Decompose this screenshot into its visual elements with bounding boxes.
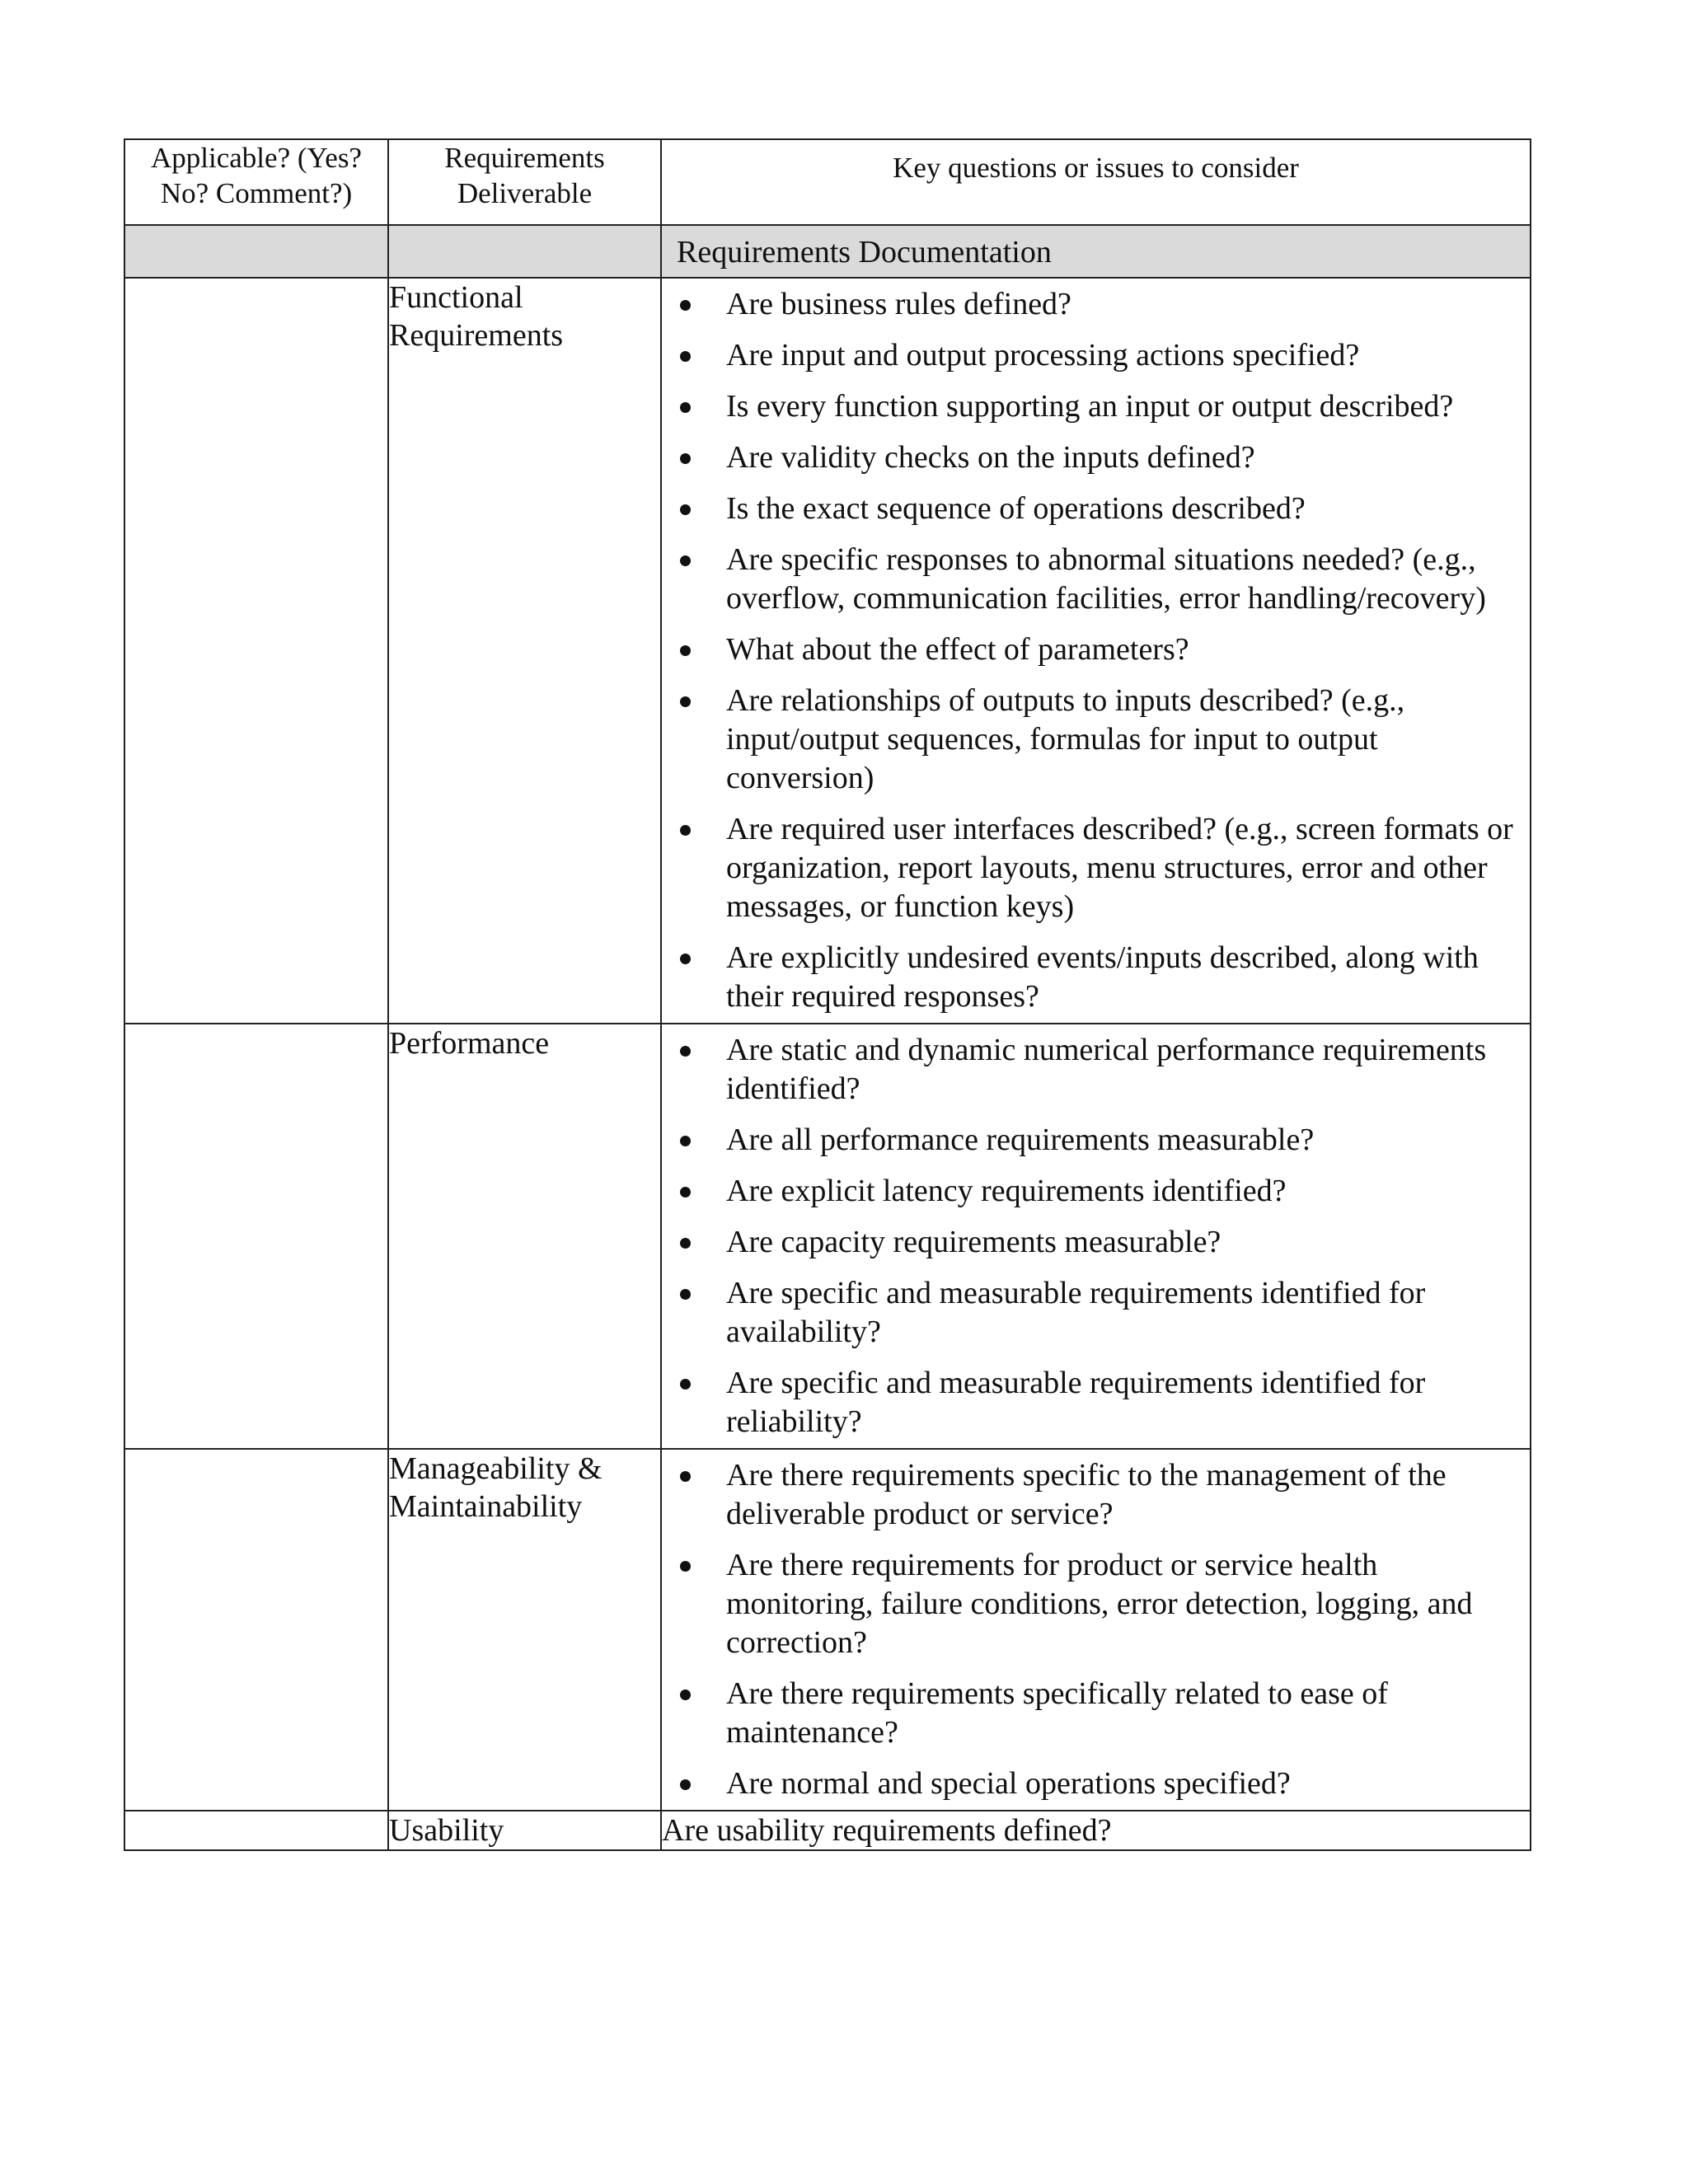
question-text: Are validity checks on the inputs defined? <box>726 440 1255 475</box>
question-list <box>662 1024 1530 1448</box>
question-list <box>662 279 1530 1023</box>
header-row <box>124 139 1531 225</box>
question-item <box>662 1121 1520 1160</box>
questions-cell <box>661 278 1531 1024</box>
question-text: Are specific responses to abnormal situations needed? (e.g., overflow, communication facilities, error handling/recovery) <box>726 542 1486 616</box>
deliverable-cell: Usability <box>388 1811 661 1850</box>
question-text: Are explicitly undesired events/inputs described, along with their required responses? <box>726 940 1479 1014</box>
deliverable-cell: Functional Requirements <box>388 278 661 1024</box>
section-applicable-cell <box>124 225 388 278</box>
bullet-icon <box>680 1238 691 1249</box>
bullet-icon <box>680 1046 691 1057</box>
header-applicable: Applicable? (Yes? No? Comment?) <box>124 139 388 225</box>
question-text: Are normal and special operations specified? <box>726 1766 1291 1801</box>
question-item <box>662 939 1520 1016</box>
question-item <box>662 1031 1520 1108</box>
question-item <box>662 810 1520 926</box>
question-item <box>662 1546 1520 1662</box>
question-text: Are business rules defined? <box>726 287 1071 321</box>
usability-question: Are usability requirements defined? <box>661 1811 1531 1850</box>
applicable-cell[interactable] <box>124 1811 388 1850</box>
bullet-icon <box>680 696 691 707</box>
question-item <box>662 541 1520 618</box>
question-text: Are capacity requirements measurable? <box>726 1225 1221 1259</box>
question-item <box>662 1364 1520 1441</box>
bullet-icon <box>680 1187 691 1197</box>
bullet-icon <box>680 1471 691 1482</box>
question-text: Are specific and measurable requirements identified for availability? <box>726 1276 1426 1349</box>
requirements-checklist-table <box>124 138 1531 1851</box>
question-text: Are explicit latency requirements identified? <box>726 1174 1287 1208</box>
question-text: Are there requirements for product or service health monitoring, failure conditions, error detection, logging, and correction? <box>726 1548 1473 1660</box>
questions-cell <box>661 1449 1531 1811</box>
question-text: Are relationships of outputs to inputs described? (e.g., input/output sequences, formulas for input to output conversion) <box>726 683 1405 795</box>
bullet-icon <box>680 504 691 515</box>
question-item <box>662 1765 1520 1803</box>
bullet-icon <box>680 954 691 964</box>
bullet-icon <box>680 1379 691 1390</box>
header-deliverable: Requirements Deliverable <box>388 139 661 225</box>
bullet-icon <box>680 645 691 656</box>
question-item <box>662 438 1520 477</box>
section-row <box>124 225 1531 278</box>
deliverable-cell: Manageability & Maintainability <box>388 1449 661 1811</box>
question-text: Are required user interfaces described? (e.g., screen formats or organization, report layouts, menu structures, error and other messages, or function keys) <box>726 812 1513 924</box>
question-item <box>662 1274 1520 1352</box>
bullet-icon <box>680 1136 691 1146</box>
question-text: Are static and dynamic numerical performance requirements identified? <box>726 1033 1487 1106</box>
bullet-icon <box>680 1779 691 1790</box>
question-item <box>662 336 1520 375</box>
bullet-icon <box>680 300 691 311</box>
question-text: Are input and output processing actions specified? <box>726 338 1360 373</box>
question-text: Is the exact sequence of operations described? <box>726 491 1306 526</box>
table-row <box>124 1024 1531 1449</box>
question-item <box>662 1456 1520 1534</box>
bullet-icon <box>680 453 691 464</box>
bullet-icon <box>680 1561 691 1572</box>
question-text: Are there requirements specific to the management of the deliverable product or service? <box>726 1458 1447 1531</box>
question-list <box>662 1450 1530 1810</box>
bullet-icon <box>680 1289 691 1300</box>
question-item <box>662 1172 1520 1211</box>
applicable-cell[interactable] <box>124 1449 388 1811</box>
deliverable-cell: Performance <box>388 1024 661 1449</box>
question-text: Is every function supporting an input or output described? <box>726 389 1454 424</box>
applicable-cell[interactable] <box>124 278 388 1024</box>
question-item <box>662 1223 1520 1262</box>
question-item <box>662 490 1520 528</box>
table-row <box>124 1811 1531 1850</box>
question-text: Are there requirements specifically related to ease of maintenance? <box>726 1676 1388 1750</box>
applicable-cell[interactable] <box>124 1024 388 1449</box>
question-item <box>662 387 1520 426</box>
question-item <box>662 1675 1520 1752</box>
bullet-icon <box>680 555 691 566</box>
table-row <box>124 278 1531 1024</box>
bullet-icon <box>680 402 691 413</box>
bullet-icon <box>680 351 691 362</box>
section-deliverable-cell <box>388 225 661 278</box>
question-item <box>662 285 1520 324</box>
question-text: Are all performance requirements measurable? <box>726 1122 1315 1157</box>
section-title: Requirements Documentation <box>661 225 1531 278</box>
question-text: Are specific and measurable requirements identified for reliability? <box>726 1366 1426 1439</box>
question-item <box>662 682 1520 798</box>
table-row <box>124 1449 1531 1811</box>
bullet-icon <box>680 1690 691 1700</box>
question-item <box>662 630 1520 669</box>
questions-cell <box>661 1024 1531 1449</box>
question-text: What about the effect of parameters? <box>726 632 1189 667</box>
header-questions: Key questions or issues to consider <box>661 139 1531 225</box>
bullet-icon <box>680 825 691 836</box>
